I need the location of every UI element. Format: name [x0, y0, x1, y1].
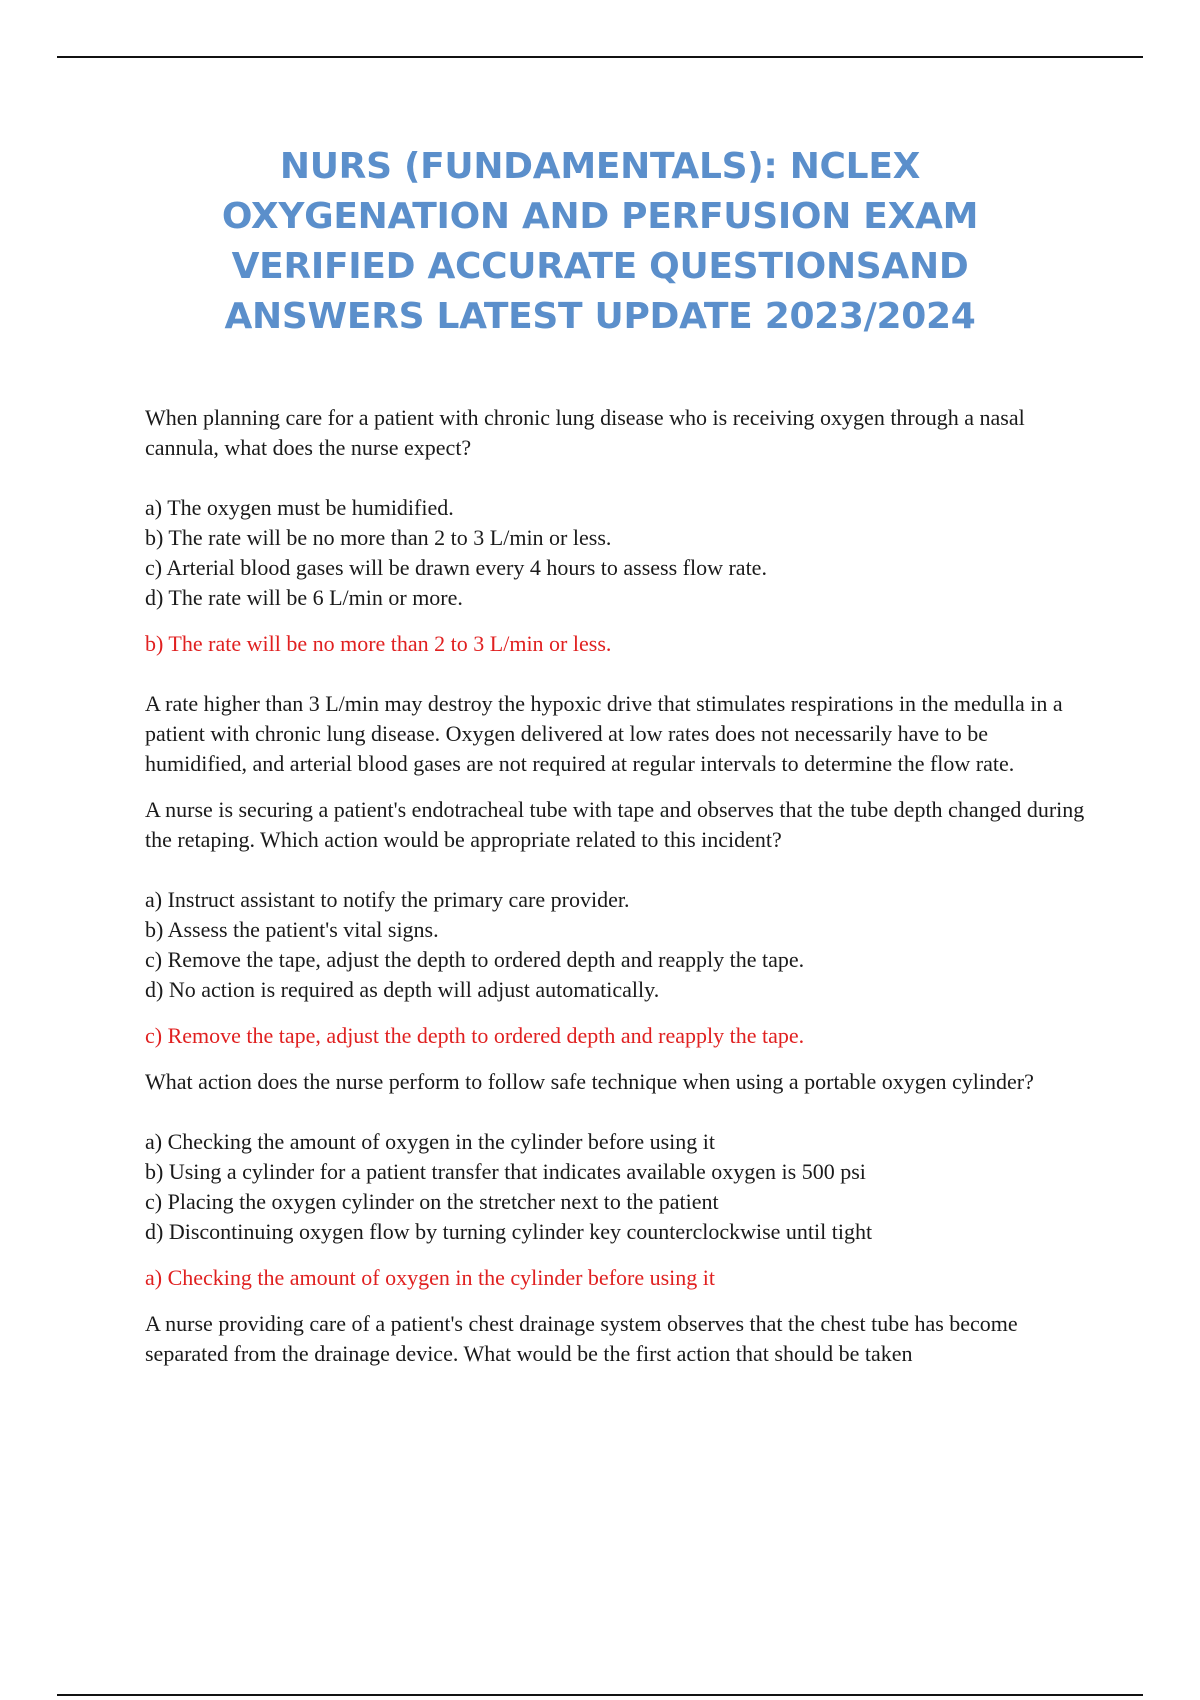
- document-title: NURS (FUNDAMENTALS): NCLEX OXYGENATION AND PERFUSION EXAM VERIFIED ACCURATE QUESTIONSAND ANSWERS LATEST UPDATE 2023/2024: [221, 146, 979, 337]
- question-1-answer: b) The rate will be no more than 2 to 3 L/min or less.: [145, 631, 612, 656]
- question-2-answer: c) Remove the tape, adjust the depth to ordered depth and reapply the tape.: [145, 1023, 805, 1048]
- option-item: c) Remove the tape, adjust the depth to ordered depth and reapply the tape.: [145, 947, 805, 972]
- question-4: A nurse providing care of a patient's chest drainage system observes that the chest tube has become separated from the drainage device. What would be the first action that should be taken: [145, 1311, 1018, 1366]
- option-item: b) Assess the patient's vital signs.: [145, 917, 439, 942]
- option-item: a) Checking the amount of oxygen in the cylinder before using it: [145, 1129, 716, 1154]
- question-2-options: [145, 885, 1095, 1005]
- option-item: d) Discontinuing oxygen flow by turning cylinder key counterclockwise until tight: [145, 1219, 873, 1244]
- option-item: b) Using a cylinder for a patient transfer that indicates available oxygen is 500 psi: [145, 1159, 866, 1184]
- question-3: What action does the nurse perform to follow safe technique when using a portable oxygen cylinder?: [145, 1069, 1034, 1094]
- question-3-options: [145, 1127, 1095, 1247]
- option-item: d) No action is required as depth will adjust automatically.: [145, 977, 660, 1002]
- question-3-answer: a) Checking the amount of oxygen in the cylinder before using it: [145, 1265, 716, 1290]
- question-2: A nurse is securing a patient's endotracheal tube with tape and observes that the tube depth changed during the retaping. Which action would be appropriate related to this incident?: [145, 797, 1085, 852]
- top-rule: [57, 56, 1143, 58]
- option-item: c) Arterial blood gases will be drawn every 4 hours to assess flow rate.: [145, 555, 767, 580]
- option-item: b) The rate will be no more than 2 to 3 L/min or less.: [145, 525, 612, 550]
- option-item: a) Instruct assistant to notify the primary care provider.: [145, 887, 630, 912]
- question-1-rationale: A rate higher than 3 L/min may destroy the hypoxic drive that stimulates respirations in the medulla in a patient with chronic lung disease. Oxygen delivered at low rates does not necessarily have to be humidified, and arterial blood gases are not required at regular intervals to determine the flow rate.: [145, 691, 1063, 776]
- bottom-rule: [57, 1694, 1143, 1696]
- option-item: d) The rate will be 6 L/min or more.: [145, 585, 463, 610]
- option-item: c) Placing the oxygen cylinder on the stretcher next to the patient: [145, 1189, 719, 1214]
- question-1-options: [145, 493, 1095, 613]
- option-item: a) The oxygen must be humidified.: [145, 495, 454, 520]
- question-1: When planning care for a patient with chronic lung disease who is receiving oxygen through a nasal cannula, what does the nurse expect?: [145, 405, 1025, 460]
- document-body: [145, 403, 1095, 1369]
